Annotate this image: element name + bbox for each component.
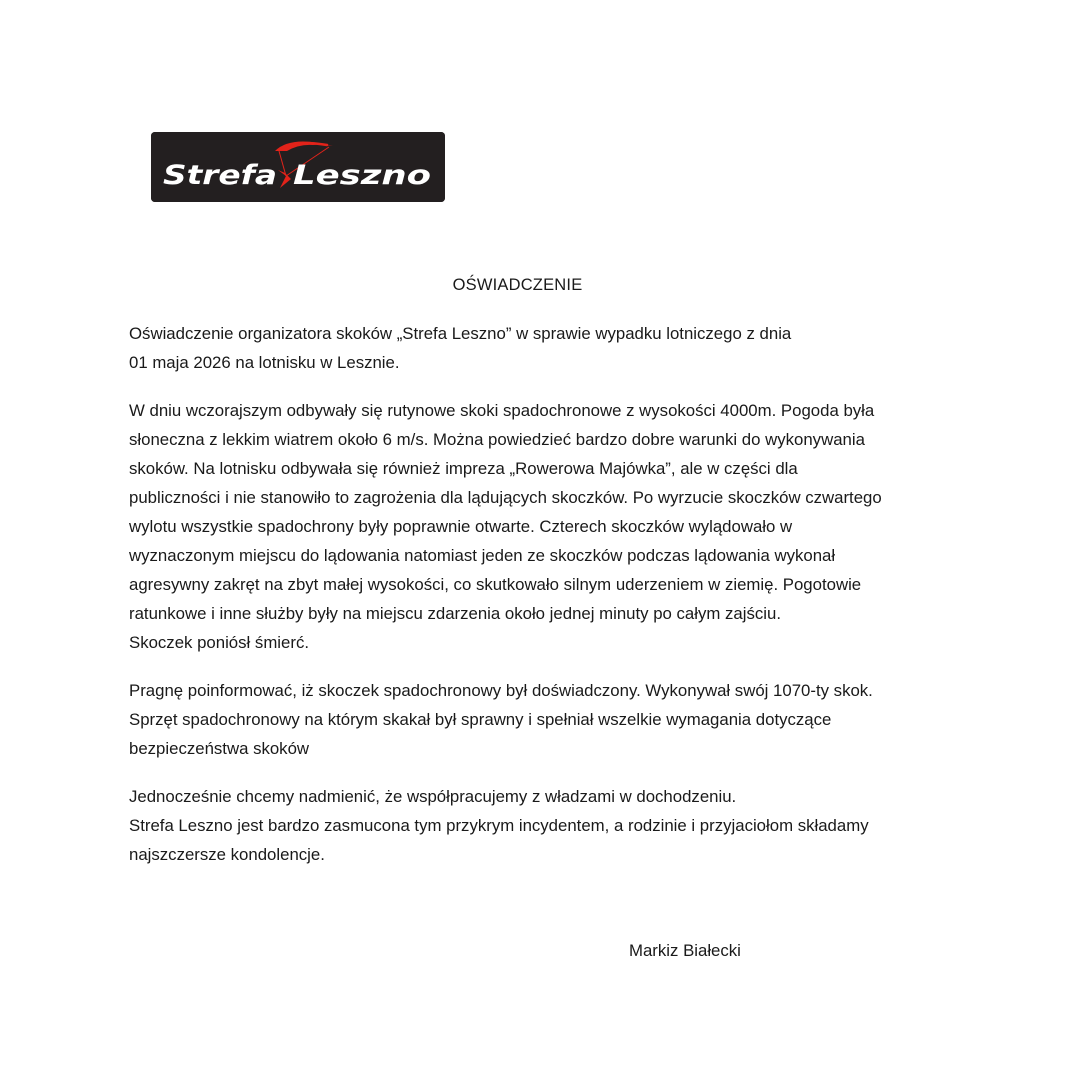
strefa-leszno-logo	[151, 132, 445, 202]
text-line: Jednocześnie chcemy nadmienić, że współpracujemy z władzami w dochodzeniu.	[129, 787, 737, 806]
text-line: agresywny zakręt na zbyt małej wysokości, co skutkowało silnym uderzeniem w ziemię. Pogotowie	[129, 575, 862, 594]
text-line: słoneczna z lekkim wiatrem około 6 m/s. Można powiedzieć bardzo dobre warunki do wykonywania	[129, 430, 865, 449]
logo-text-strefa: Strefa	[163, 160, 277, 191]
text-line: wyznaczonym miejscu do lądowania natomiast jeden ze skoczków podczas lądowania wykonał	[129, 546, 836, 565]
paragraph-condolences	[129, 782, 1009, 869]
paragraph-incident-description	[129, 396, 1009, 657]
text-line: Strefa Leszno jest bardzo zasmucona tym przykrym incydentem, a rodzinie i przyjaciołom składamy	[129, 816, 869, 835]
text-line: skoków. Na lotnisku odbywała się również impreza „Rowerowa Majówka”, ale w części dla	[129, 459, 798, 478]
logo-text-leszno: Leszno	[293, 160, 431, 191]
signature: Markiz Białecki	[629, 941, 741, 960]
text-line: Oświadczenie organizatora skoków „Strefa Leszno” w sprawie wypadku lotniczego z dnia	[129, 324, 792, 343]
text-line: W dniu wczorajszym odbywały się rutynowe skoki spadochronowe z wysokości 4000m. Pogoda była	[129, 401, 875, 420]
text-line: Skoczek poniósł śmierć.	[129, 633, 309, 652]
document-title: OŚWIADCZENIE	[452, 276, 583, 294]
parachute-logo-graphic	[151, 132, 445, 202]
text-line: wylotu wszystkie spadochrony były poprawnie otwarte. Czterech skoczków wylądowało w	[129, 517, 793, 536]
text-line: publiczności i nie stanowiło to zagrożenia dla lądujących skoczków. Po wyrzucie skoczków czwartego	[129, 488, 882, 507]
text-line: bezpieczeństwa skoków	[129, 739, 310, 758]
text-line: 01 maja 2026 na lotnisku w Lesznie.	[129, 353, 400, 372]
paragraph-jumper-experience	[129, 676, 1009, 763]
paragraph-intro	[129, 319, 1009, 377]
text-line: ratunkowe i inne służby były na miejscu zdarzenia około jednej minuty po całym zajściu.	[129, 604, 781, 623]
text-line: Sprzęt spadochronowy na którym skakał był sprawny i spełniał wszelkie wymagania dotyczące	[129, 710, 832, 729]
text-line: Pragnę poinformować, iż skoczek spadochronowy był doświadczony. Wykonywał swój 1070-ty skok.	[129, 681, 873, 700]
text-line: najszczersze kondolencje.	[129, 845, 325, 864]
